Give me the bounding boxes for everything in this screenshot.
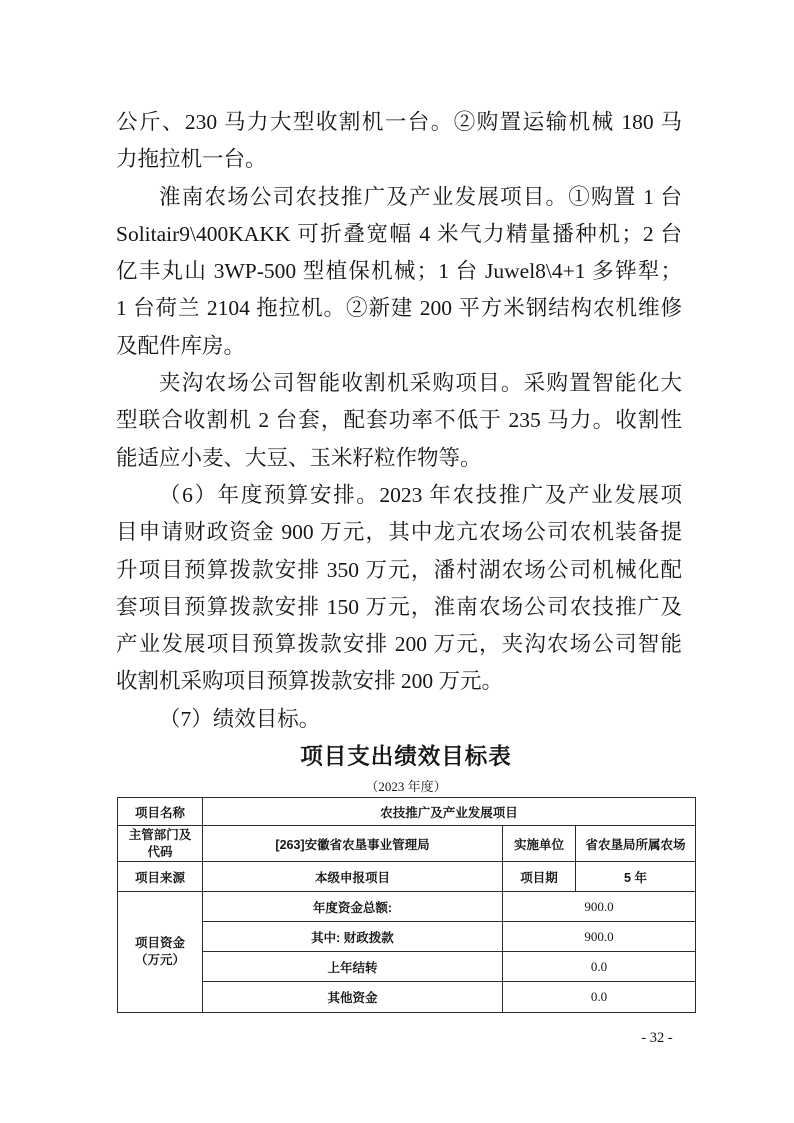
body-line: 能适应小麦、大豆、玉米籽粒作物等。 [116,445,482,470]
body-line: 升项目预算拨款安排 350 万元，潘村湖农场公司机械化配 [116,557,682,582]
body-line: 目申请财政资金 900 万元，其中龙亢农场公司农机装备提 [116,520,682,545]
body-line: 及配件库房。 [116,333,246,358]
implement-unit-value: 省农垦局所属农场 [576,826,696,862]
body-line: Solitair9\400KAKK 可折叠宽幅 4 米气力精量播种机；2 台 [116,221,682,246]
body-line: （7）绩效目标。 [159,706,321,731]
body-line: 淮南农场公司农技推广及产业发展项目。①购置 1 台 [159,184,682,209]
body-line: 夹沟农场公司智能收割机采购项目。采购置智能化大 [159,371,682,396]
body-line: 公斤、230 马力大型收割机一台。②购置运输机械 180 马 [116,110,682,134]
project-name-value: 农技推广及产业发展项目 [203,798,696,826]
project-source-value: 本级申报项目 [203,862,503,892]
body-line: 亿丰丸山 3WP-500 型植保机械；1 台 Juwel8\4+1 多铧犁； [116,259,682,284]
body-line: 产业发展项目预算拨款安排 200 万元，夹沟农场公司智能 [116,632,682,657]
funds-carryover-label: 上年结转 [203,952,503,982]
performance-table [117,797,696,1013]
funds-fiscal-value: 900.0 [503,922,696,952]
project-name-label: 项目名称 [118,798,203,826]
project-period-value: 5 年 [576,862,696,892]
body-line: 1 台荷兰 2104 拖拉机。②新建 200 平方米钢结构农机维修 [116,296,682,321]
funds-total-value: 900.0 [503,892,696,922]
table-subtitle: （2023 年度） [365,779,447,794]
funds-total-label: 年度资金总额: [203,892,503,922]
funds-fiscal-label: 其中: 财政拨款 [203,922,503,952]
body-line: 收割机采购项目预算拨款安排 200 万元。 [116,669,504,694]
department-label: 主管部门及 代码 [118,826,203,862]
funds-other-label: 其他资金 [203,982,503,1013]
department-value: [263]安徽省农垦事业管理局 [203,826,503,862]
project-period-label: 项目期 [503,862,576,892]
funds-carryover-value: 0.0 [503,952,696,982]
body-line: 力拖拉机一台。 [116,147,267,172]
funds-other-value: 0.0 [503,982,696,1013]
project-source-label: 项目来源 [118,862,203,892]
project-funds-label: 项目资金 （万元） [118,892,203,1013]
body-text-block [116,104,682,738]
implement-unit-label: 实施单位 [503,826,576,862]
body-line: 型联合收割机 2 台套，配套功率不低于 235 马力。收割性 [116,408,682,433]
table-title: 项目支出绩效目标表 [300,744,512,769]
page-number: - 32 - [641,1030,673,1046]
body-line: 套项目预算拨款安排 150 万元，淮南农场公司农技推广及 [116,594,682,619]
body-line: （6）年度预算安排。2023 年农技推广及产业发展项 [159,482,682,507]
